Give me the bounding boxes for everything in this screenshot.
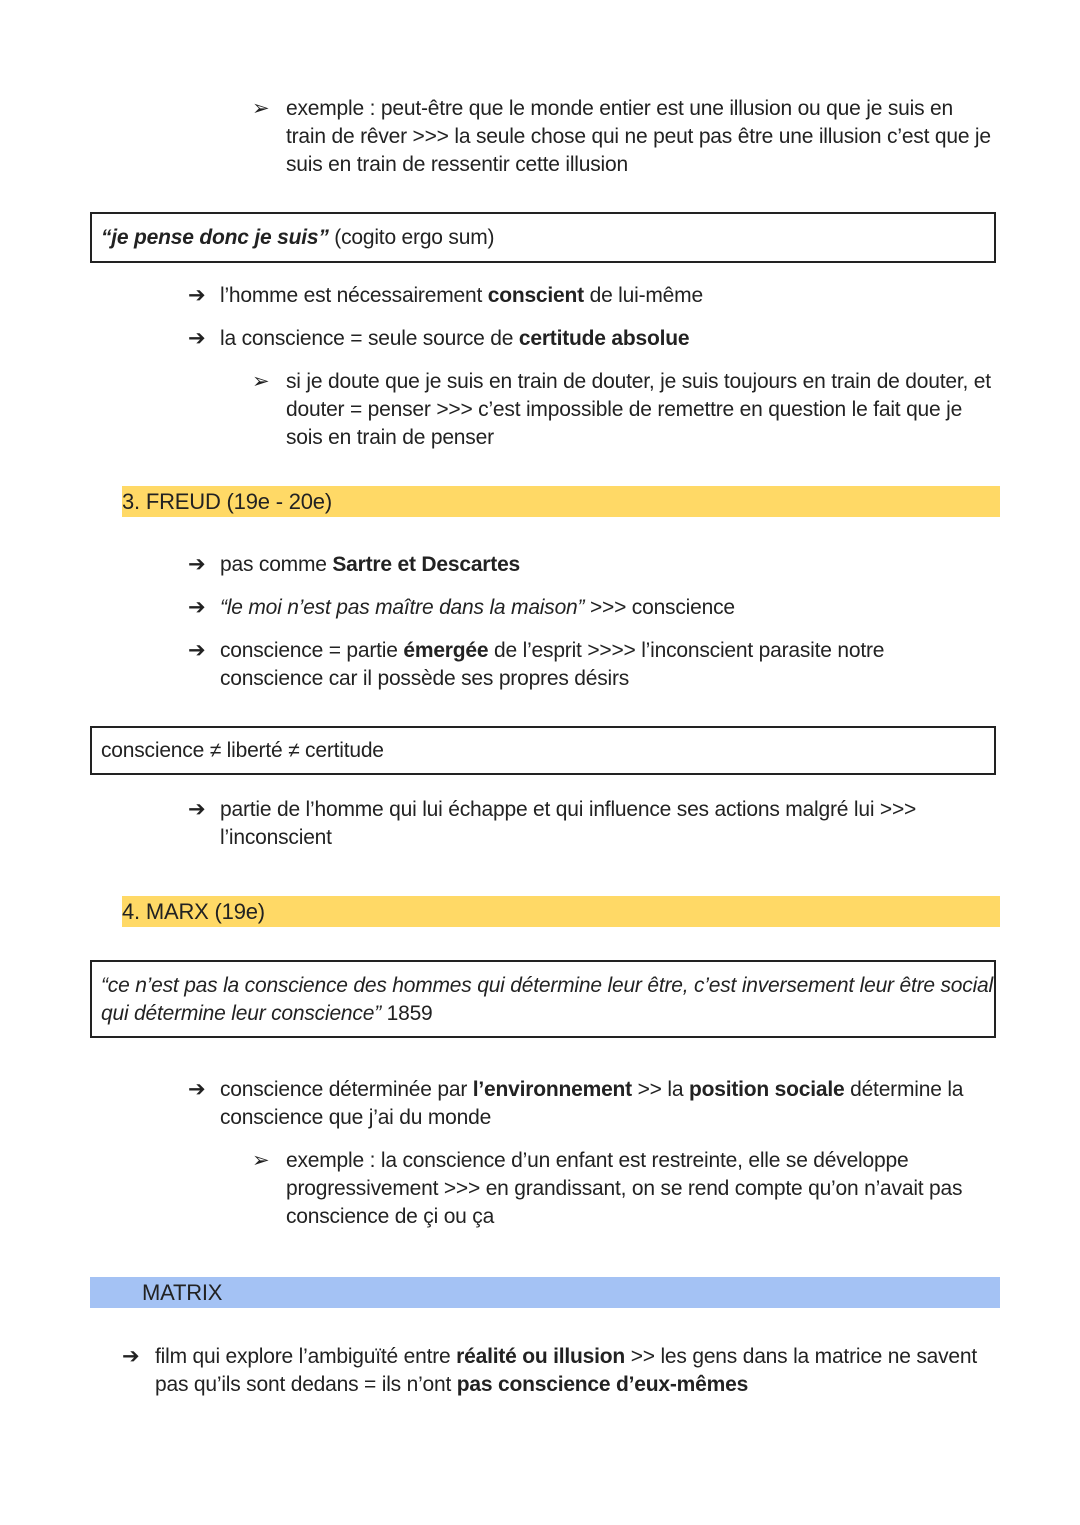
freud-bullet-3: conscience = partie émergée de l’esprit >>>> l’inconscient parasite notre	[220, 639, 885, 662]
example-line-1: exemple : peut-être que le monde entier est une illusion ou que je suis en	[286, 97, 953, 120]
descartes-sub-line-1: si je doute que je suis en train de douter, je suis toujours en train de douter, et	[286, 370, 991, 393]
descartes-bullet-1: l’homme est nécessairement conscient de lui-même	[220, 284, 703, 307]
example-line-3: suis en train de ressentir cette illusion	[286, 153, 628, 176]
arrow-bullet-icon: ➔	[188, 798, 206, 821]
freud2-line-2: l’inconscient	[220, 826, 332, 849]
marx-quote-line-1: “ce n’est pas la conscience des hommes qui détermine leur être, c’est inversement leur être social	[101, 974, 993, 997]
freud-box	[90, 726, 996, 775]
example-line-2: train de rêver >>> la seule chose qui ne peut pas être une illusion c’est que je	[286, 125, 991, 148]
marx-quote-line-2: qui détermine leur conscience” 1859	[101, 1002, 433, 1025]
arrow-bullet-icon: ➔	[188, 639, 206, 662]
triangle-bullet-icon: ➢	[252, 1149, 270, 1172]
cogito-latin: (cogito ergo sum)	[328, 226, 495, 249]
matrix-line-2: pas qu’ils sont dedans = ils n’ont pas conscience d’eux-mêmes	[155, 1373, 749, 1396]
matrix-line-1: film qui explore l’ambiguïté entre réalité ou illusion >> les gens dans la matrice ne savent	[155, 1345, 978, 1368]
marx-bullet-1: conscience déterminée par l’environnement >> la position sociale détermine la	[220, 1078, 964, 1101]
descartes-sub-line-3: sois en train de penser	[286, 426, 494, 449]
marx-heading: 4. MARX (19e)	[122, 899, 265, 924]
freud-heading: 3. FREUD (19e - 20e)	[122, 489, 332, 514]
arrow-bullet-icon: ➔	[188, 596, 206, 619]
arrow-bullet-icon: ➔	[188, 1078, 206, 1101]
triangle-bullet-icon: ➢	[252, 370, 270, 393]
triangle-bullet-icon: ➢	[252, 97, 270, 120]
freud-bullet-3-line-2: conscience car il possède ses propres désirs	[220, 667, 630, 690]
cogito-text	[101, 224, 494, 252]
freud2-line-1: partie de l’homme qui lui échappe et qui influence ses actions malgré lui >>>	[220, 798, 917, 821]
descartes-sub-line-2: douter = penser >>> c’est impossible de remettre en question le fait que je	[286, 398, 963, 421]
matrix-heading: MATRIX	[142, 1280, 223, 1305]
marx-sub-line-1: exemple : la conscience d’un enfant est restreinte, elle se développe	[286, 1149, 909, 1172]
freud-box-text: conscience ≠ liberté ≠ certitude	[101, 739, 384, 762]
arrow-bullet-icon: ➔	[188, 284, 206, 307]
arrow-bullet-icon: ➔	[188, 327, 206, 350]
arrow-bullet-icon: ➔	[122, 1345, 140, 1368]
marx-sub-line-2: progressivement >>> en grandissant, on se rend compte qu’on n’avait pas	[286, 1177, 963, 1200]
arrow-bullet-icon: ➔	[188, 553, 206, 576]
cogito-quote: “je pense donc je suis”	[101, 226, 329, 249]
freud-bullet-1: pas comme Sartre et Descartes	[220, 553, 521, 576]
cogito-box	[90, 212, 996, 263]
freud-bullet-2: “le moi n’est pas maître dans la maison” >>> conscience	[220, 596, 735, 619]
matrix-heading-band	[90, 1277, 1000, 1308]
marx-sub-line-3: conscience de çi ou ça	[286, 1205, 495, 1228]
descartes-bullet-2: la conscience = seule source de certitude absolue	[220, 327, 690, 350]
marx-quote-box	[90, 960, 996, 1038]
marx-bullet-1-line-2: conscience que j’ai du monde	[220, 1106, 492, 1129]
